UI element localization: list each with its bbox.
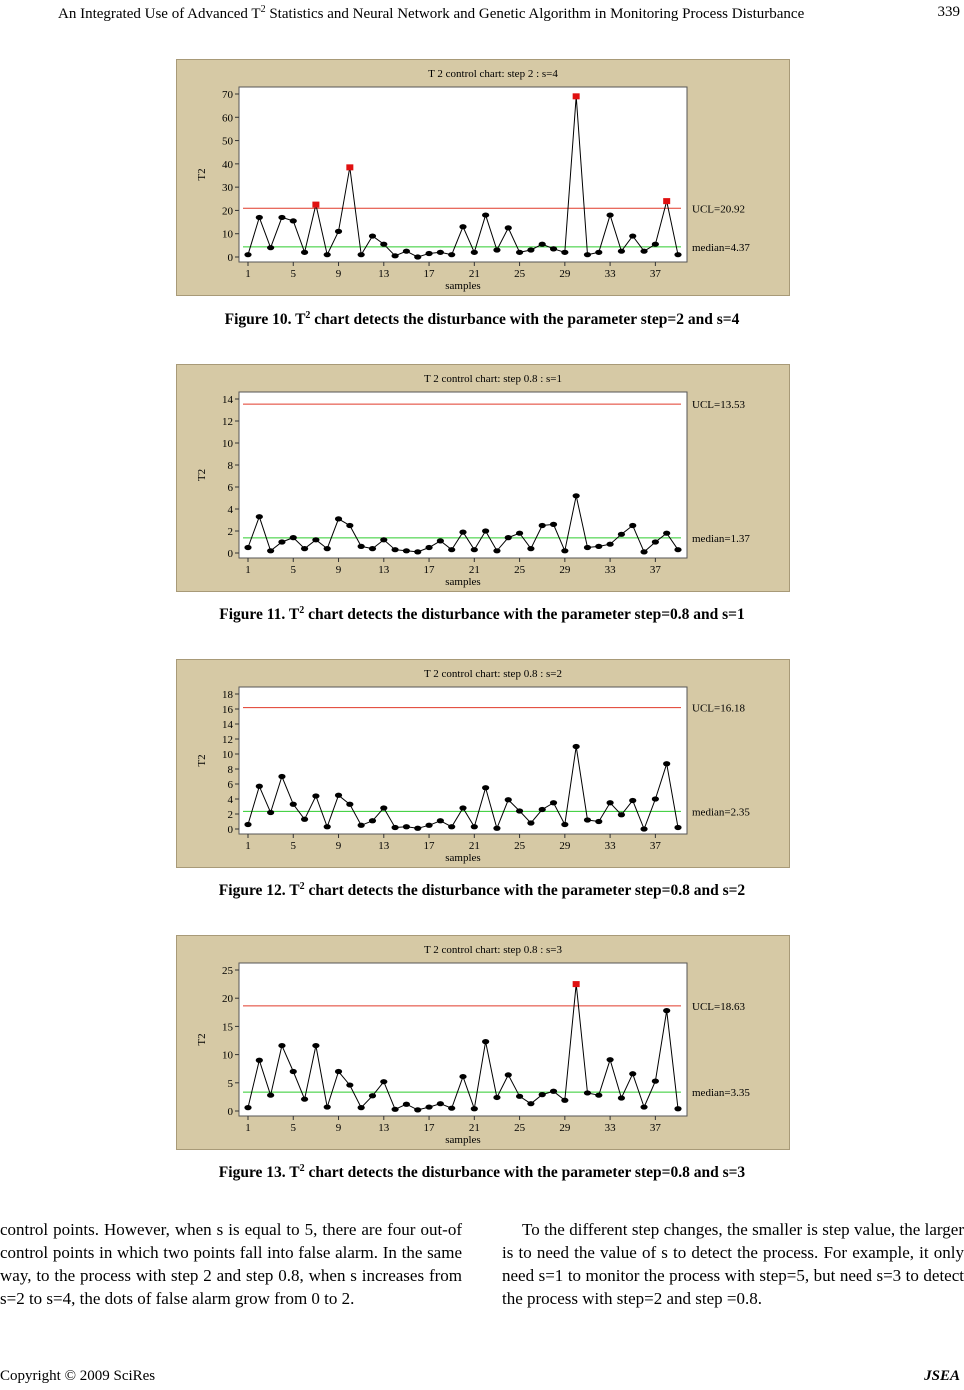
- data-point: [607, 1057, 614, 1062]
- data-point: [256, 215, 263, 220]
- figure-12: [176, 659, 790, 868]
- data-point: [595, 819, 602, 824]
- x-axis-label: samples: [445, 280, 481, 292]
- data-point: [301, 250, 308, 255]
- data-point: [425, 1104, 432, 1109]
- data-point: [618, 1095, 625, 1100]
- x-tick-label: 13: [378, 1122, 390, 1134]
- out-of-control-point: [573, 981, 580, 987]
- data-point: [618, 249, 625, 254]
- data-point: [674, 252, 681, 257]
- data-point: [629, 233, 636, 238]
- data-point: [278, 539, 285, 544]
- y-tick-label: 20: [222, 205, 233, 218]
- data-point: [493, 1095, 500, 1100]
- data-point: [403, 249, 410, 254]
- x-tick-label: 21: [468, 564, 480, 576]
- y-tick-label: 4: [227, 504, 233, 516]
- chart-figure-13: [177, 936, 789, 1149]
- data-point: [437, 538, 444, 543]
- y-tick-label: 6: [227, 779, 233, 791]
- x-tick-label: 17: [423, 840, 435, 852]
- data-point: [459, 805, 466, 810]
- data-point: [414, 1107, 421, 1112]
- x-tick-label: 25: [514, 1122, 526, 1134]
- data-point: [346, 523, 353, 528]
- ucl-label: UCL=13.53: [692, 399, 745, 412]
- x-tick-label: 1: [245, 1122, 251, 1134]
- x-tick-label: 37: [649, 564, 661, 576]
- y-tick-label: 12: [222, 734, 233, 746]
- y-tick-label: 0: [227, 252, 233, 264]
- y-tick-label: 60: [222, 112, 233, 125]
- data-point: [618, 532, 625, 537]
- data-point: [539, 807, 546, 812]
- ucl-label: UCL=20.92: [692, 203, 745, 216]
- y-tick-label: 4: [227, 794, 233, 806]
- median-label: median=1.37: [692, 532, 750, 545]
- x-tick-label: 1: [245, 840, 251, 852]
- data-point: [437, 250, 444, 255]
- data-point: [380, 242, 387, 247]
- data-point: [392, 547, 399, 552]
- data-point: [539, 1092, 546, 1097]
- data-point: [550, 1089, 557, 1094]
- data-point: [244, 822, 251, 827]
- data-point: [652, 539, 659, 544]
- data-point: [290, 535, 297, 540]
- data-point: [539, 523, 546, 528]
- median-label: median=4.37: [692, 241, 750, 254]
- data-point: [425, 251, 432, 256]
- data-point: [392, 1107, 399, 1112]
- chart-title: T 2 control chart: step 0.8 : s=1: [424, 373, 562, 385]
- data-point: [437, 818, 444, 823]
- data-point: [290, 1069, 297, 1074]
- data-point: [505, 1072, 512, 1077]
- x-tick-label: 21: [468, 840, 480, 852]
- y-tick-label: 0: [227, 824, 233, 836]
- y-tick-label: 10: [222, 228, 233, 241]
- data-point: [674, 825, 681, 830]
- data-point: [459, 530, 466, 535]
- caption-figure-11: Figure 11. $T^2$ chart detects the disturbance with the parameter step=0.8 and s=1: [219, 605, 745, 624]
- data-point: [380, 805, 387, 810]
- body-text-right-column: To the different step changes, the smaller is step value, the larger is to need the value of s to detect the process. For example, it only need s=1 to monitor the process with step=5, but need s=3 to detect the process with step=2 and step =0.8.: [502, 1220, 964, 1308]
- data-point: [290, 218, 297, 223]
- y-axis-label: T2: [196, 754, 208, 767]
- x-tick-label: 29: [559, 268, 571, 280]
- data-point: [652, 796, 659, 801]
- data-point: [550, 800, 557, 805]
- caption-figure-13: Figure 13. $T^2$ chart detects the disturbance with the parameter step=0.8 and s=3: [218, 1163, 746, 1182]
- data-point: [561, 548, 568, 553]
- data-point: [256, 514, 263, 519]
- data-point: [607, 212, 614, 217]
- x-tick-label: 5: [290, 840, 297, 852]
- y-tick-label: 15: [222, 1021, 233, 1034]
- plot-area: [239, 87, 687, 262]
- data-point: [403, 824, 410, 829]
- data-point: [516, 808, 523, 813]
- y-tick-label: 14: [222, 719, 233, 731]
- data-point: [516, 1094, 523, 1099]
- data-point: [392, 253, 399, 258]
- data-point: [640, 826, 647, 831]
- x-tick-label: 17: [423, 564, 435, 576]
- data-point: [482, 785, 489, 790]
- x-tick-label: 13: [378, 840, 390, 852]
- data-point: [482, 212, 489, 217]
- data-point: [278, 215, 285, 220]
- data-point: [380, 1079, 387, 1084]
- x-tick-label: 29: [559, 1122, 571, 1134]
- y-tick-label: 14: [222, 394, 233, 406]
- x-tick-label: 33: [604, 1122, 616, 1134]
- y-tick-label: 10: [222, 438, 233, 450]
- chart-title: T 2 control chart: step 2 : s=4: [428, 68, 558, 80]
- data-point: [618, 812, 625, 817]
- data-point: [550, 522, 557, 527]
- out-of-control-point: [573, 93, 580, 99]
- data-point: [573, 744, 580, 749]
- data-point: [324, 546, 331, 551]
- x-tick-label: 9: [335, 564, 342, 576]
- figure-11: [176, 364, 790, 592]
- body-text-left-column: control points. However, when s is equal to 5, there are four out-of control points in which two points fall into false alarm. In the same way, to the process with step 2 and step 0.8, when s increases from s=2 to s=4, the dots of false alarm grow from 0 to 2.: [0, 1220, 462, 1308]
- y-tick-label: 0: [227, 548, 233, 560]
- data-point: [335, 229, 342, 234]
- data-point: [482, 1039, 489, 1044]
- data-point: [471, 1106, 478, 1111]
- footer-journal: JSEA: [924, 1368, 960, 1384]
- data-point: [312, 1043, 319, 1048]
- data-point: [301, 1097, 308, 1102]
- data-point: [527, 247, 534, 252]
- page-number: 339: [937, 4, 960, 20]
- data-point: [550, 246, 557, 251]
- x-tick-label: 25: [514, 564, 526, 576]
- x-tick-label: 5: [290, 268, 297, 280]
- y-tick-label: 25: [222, 965, 233, 977]
- data-point: [505, 225, 512, 230]
- data-point: [527, 546, 534, 551]
- y-tick-label: 2: [227, 809, 233, 821]
- data-point: [256, 784, 263, 789]
- data-point: [561, 822, 568, 827]
- data-point: [437, 1101, 444, 1106]
- figure-10: [176, 59, 790, 296]
- data-point: [561, 1098, 568, 1103]
- data-point: [414, 254, 421, 259]
- median-label: median=2.35: [692, 806, 750, 819]
- data-point: [244, 545, 251, 550]
- data-point: [584, 817, 591, 822]
- y-tick-label: 18: [222, 689, 233, 701]
- x-axis-label: samples: [445, 576, 481, 588]
- y-tick-label: 70: [222, 89, 233, 101]
- data-point: [448, 824, 455, 829]
- data-point: [403, 1102, 410, 1107]
- data-point: [369, 818, 376, 823]
- data-point: [335, 1069, 342, 1074]
- chart-figure-10: [177, 60, 789, 295]
- data-point: [256, 1058, 263, 1063]
- data-point: [358, 1105, 365, 1110]
- data-point: [290, 802, 297, 807]
- x-tick-label: 37: [649, 840, 661, 852]
- x-tick-label: 37: [649, 268, 661, 280]
- y-tick-label: 0: [227, 1106, 233, 1118]
- data-point: [539, 242, 546, 247]
- x-tick-label: 13: [378, 564, 390, 576]
- data-point: [346, 1082, 353, 1087]
- data-point: [663, 1008, 670, 1013]
- y-tick-label: 8: [227, 460, 233, 472]
- data-point: [244, 252, 251, 257]
- x-axis-label: samples: [445, 852, 481, 864]
- x-tick-label: 9: [335, 1122, 342, 1134]
- data-point: [493, 826, 500, 831]
- x-tick-label: 21: [468, 268, 480, 280]
- data-point: [267, 810, 274, 815]
- chart-figure-12: [177, 660, 789, 867]
- data-point: [369, 233, 376, 238]
- x-tick-label: 25: [514, 268, 526, 280]
- data-point: [516, 531, 523, 536]
- data-point: [324, 252, 331, 257]
- x-tick-label: 21: [468, 1122, 480, 1134]
- y-axis-label: T2: [196, 1033, 208, 1046]
- y-tick-label: 6: [227, 482, 233, 494]
- data-point: [595, 250, 602, 255]
- data-point: [459, 1074, 466, 1079]
- data-point: [312, 537, 319, 542]
- data-point: [346, 802, 353, 807]
- data-point: [505, 797, 512, 802]
- y-tick-label: 12: [222, 416, 233, 428]
- data-point: [595, 1093, 602, 1098]
- data-point: [505, 535, 512, 540]
- data-point: [324, 824, 331, 829]
- data-point: [335, 793, 342, 798]
- data-point: [244, 1105, 251, 1110]
- data-point: [493, 548, 500, 553]
- data-point: [516, 250, 523, 255]
- figure-13: [176, 935, 790, 1150]
- x-tick-label: 5: [290, 1122, 297, 1134]
- data-point: [267, 245, 274, 250]
- x-tick-label: 33: [604, 840, 616, 852]
- data-point: [663, 761, 670, 766]
- chart-title: T 2 control chart: step 0.8 : s=2: [424, 668, 562, 680]
- data-point: [629, 523, 636, 528]
- y-tick-label: 8: [227, 764, 233, 776]
- data-point: [640, 1104, 647, 1109]
- data-point: [640, 249, 647, 254]
- median-label: median=3.35: [692, 1087, 750, 1100]
- data-point: [414, 826, 421, 831]
- data-point: [369, 546, 376, 551]
- x-tick-label: 33: [604, 268, 616, 280]
- x-tick-label: 25: [514, 840, 526, 852]
- data-point: [369, 1093, 376, 1098]
- data-point: [425, 545, 432, 550]
- y-tick-label: 20: [222, 993, 233, 1006]
- y-tick-label: 40: [222, 158, 233, 171]
- data-point: [584, 545, 591, 550]
- x-tick-label: 33: [604, 564, 616, 576]
- data-point: [267, 1093, 274, 1098]
- x-tick-label: 17: [423, 1122, 435, 1134]
- x-tick-label: 1: [245, 564, 251, 576]
- x-tick-label: 9: [335, 268, 342, 280]
- data-point: [448, 1106, 455, 1111]
- data-point: [584, 252, 591, 257]
- data-point: [573, 493, 580, 498]
- data-point: [652, 242, 659, 247]
- data-point: [425, 823, 432, 828]
- data-point: [358, 823, 365, 828]
- data-point: [527, 820, 534, 825]
- data-point: [448, 252, 455, 257]
- x-tick-label: 9: [335, 840, 342, 852]
- data-point: [414, 549, 421, 554]
- data-point: [380, 537, 387, 542]
- data-point: [471, 824, 478, 829]
- data-point: [459, 224, 466, 229]
- data-point: [278, 1043, 285, 1048]
- data-point: [663, 531, 670, 536]
- plot-area: [239, 687, 687, 834]
- data-point: [324, 1104, 331, 1109]
- data-point: [493, 247, 500, 252]
- out-of-control-point: [346, 164, 353, 170]
- data-point: [358, 544, 365, 549]
- data-point: [448, 547, 455, 552]
- out-of-control-point: [312, 202, 319, 208]
- x-tick-label: 1: [245, 268, 251, 280]
- y-tick-label: 16: [222, 704, 233, 716]
- data-point: [629, 798, 636, 803]
- data-point: [312, 793, 319, 798]
- running-title: An Integrated Use of Advanced $T^2$ Statistics and Neural Network and Genetic Algorithm in Monitoring Process Disturbance: [58, 4, 805, 22]
- y-tick-label: 2: [227, 526, 233, 538]
- caption-figure-10: Figure 10. $T^2$ chart detects the disturbance with the parameter step=2 and s=4: [224, 310, 740, 329]
- data-point: [278, 774, 285, 779]
- data-point: [482, 528, 489, 533]
- chart-figure-11: [177, 365, 789, 591]
- x-tick-label: 37: [649, 1122, 661, 1134]
- data-point: [652, 1079, 659, 1084]
- data-point: [674, 547, 681, 552]
- x-tick-label: 5: [290, 564, 297, 576]
- data-point: [403, 548, 410, 553]
- data-point: [674, 1106, 681, 1111]
- data-point: [267, 548, 274, 553]
- caption-figure-12: Figure 12. $T^2$ chart detects the disturbance with the parameter step=0.8 and s=2: [218, 881, 746, 900]
- x-axis-label: samples: [445, 1134, 481, 1146]
- data-point: [471, 547, 478, 552]
- y-axis-label: T2: [196, 168, 208, 181]
- y-tick-label: 10: [222, 749, 233, 761]
- ucl-label: UCL=16.18: [692, 702, 745, 715]
- y-tick-label: 10: [222, 1049, 233, 1062]
- x-tick-label: 13: [378, 268, 390, 280]
- data-point: [595, 544, 602, 549]
- x-tick-label: 17: [423, 268, 435, 280]
- data-point: [607, 800, 614, 805]
- y-tick-label: 50: [222, 135, 233, 148]
- data-point: [301, 817, 308, 822]
- data-point: [301, 546, 308, 551]
- data-point: [640, 549, 647, 554]
- ucl-label: UCL=18.63: [692, 1000, 745, 1013]
- data-point: [392, 825, 399, 830]
- out-of-control-point: [663, 198, 670, 204]
- data-point: [629, 1071, 636, 1076]
- y-tick-label: 30: [222, 182, 233, 195]
- data-point: [607, 542, 614, 547]
- data-point: [358, 252, 365, 257]
- data-point: [584, 1090, 591, 1095]
- x-tick-label: 29: [559, 564, 571, 576]
- data-point: [471, 250, 478, 255]
- x-tick-label: 29: [559, 840, 571, 852]
- data-point: [335, 516, 342, 521]
- footer-copyright: Copyright © 2009 SciRes: [0, 1368, 156, 1384]
- data-point: [527, 1101, 534, 1106]
- y-axis-label: T2: [196, 468, 208, 482]
- chart-title: T 2 control chart: step 0.8 : s=3: [424, 944, 562, 956]
- data-point: [561, 250, 568, 255]
- y-tick-label: 5: [227, 1077, 233, 1090]
